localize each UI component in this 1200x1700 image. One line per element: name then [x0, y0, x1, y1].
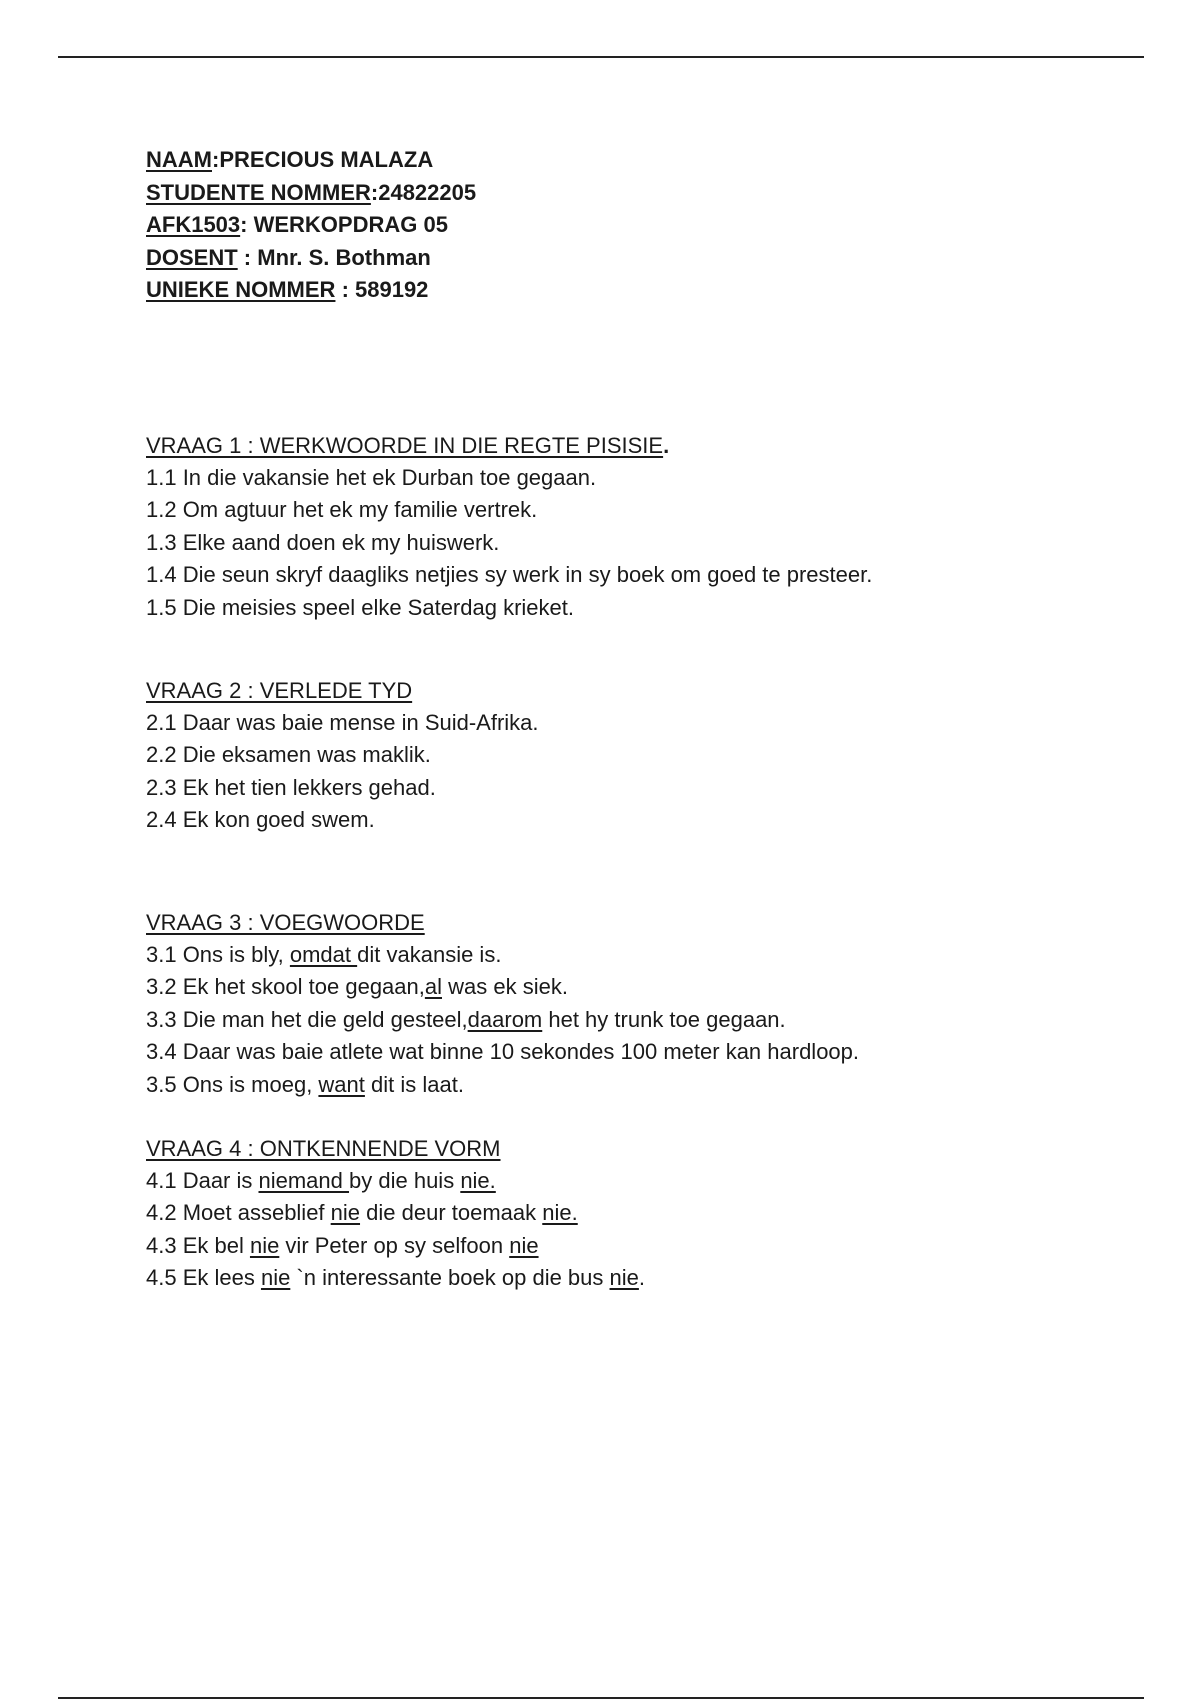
answer-text: 3.5 Ons is moeg, — [146, 1071, 319, 1097]
heading-suffix: . — [663, 433, 670, 458]
answer-line — [146, 1004, 1146, 1036]
header-value: :24822205 — [370, 179, 477, 205]
question-heading — [146, 430, 1146, 462]
answer-text: . — [638, 1265, 646, 1291]
header-label: UNIEKE NOMMER — [146, 277, 336, 302]
answer-text: die deur toemaak — [360, 1200, 543, 1226]
answer-text: 3.4 Daar was baie atlete wat binne 10 sekondes 100 meter kan hardloop. — [146, 1039, 860, 1065]
header-label: STUDENTE NOMMER — [146, 179, 371, 205]
negation-word: nie. — [460, 1168, 496, 1193]
answer-line — [146, 1230, 1146, 1262]
answer-text: dit vakansie is. — [357, 942, 502, 967]
question-heading — [146, 1133, 1146, 1165]
answer-line: 2.4 Ek kon goed swem. — [146, 807, 375, 833]
answer-text: vir Peter op sy selfoon — [279, 1232, 510, 1258]
negation-word: nie — [509, 1232, 539, 1258]
header-value: :PRECIOUS MALAZA — [212, 147, 434, 172]
header-value: : Mnr. S. Bothman — [237, 244, 431, 270]
negation-word: nie — [249, 1232, 280, 1258]
question-heading — [146, 907, 1146, 939]
header-row-student-number — [146, 177, 1046, 210]
conjunction: want — [318, 1071, 365, 1097]
header-row-module — [146, 209, 1046, 242]
answer-line — [146, 1262, 1146, 1294]
answer-line: 2.1 Daar was baie mense in Suid-Afrika. — [146, 710, 539, 735]
header-label: NAAM — [146, 147, 212, 172]
negation-word: nie — [330, 1200, 361, 1226]
conjunction: daarom — [467, 1006, 543, 1032]
student-header — [146, 144, 1046, 307]
heading-text: VRAAG 4 : ONTKENNENDE VORM — [146, 1136, 501, 1161]
header-value: : 589192 — [335, 277, 429, 302]
header-row-lecturer — [146, 242, 1046, 275]
answer-text: 3.2 Ek het skool toe gegaan, — [146, 974, 425, 1000]
answer-line — [146, 1036, 1146, 1068]
header-label: AFK1503 — [146, 212, 241, 237]
answer-line: 2.2 Die eksamen was maklik. — [146, 742, 431, 768]
answer-line — [146, 1165, 1146, 1197]
question-1 — [146, 430, 1146, 624]
header-row-unique-number — [146, 274, 1046, 307]
negation-word: niemand — [258, 1168, 350, 1193]
answer-line: 1.4 Die seun skryf daagliks netjies sy werk in sy boek om goed te presteer. — [146, 562, 873, 588]
header-label: DOSENT — [146, 244, 238, 270]
heading-text: VRAAG 2 : VERLEDE TYD — [146, 678, 413, 703]
answer-text: was ek siek. — [442, 974, 568, 1000]
answer-line: 1.5 Die meisies speel elke Saterdag krieket. — [146, 594, 574, 620]
answer-text: 3.1 Ons is bly, — [146, 942, 290, 967]
header-row-name — [146, 144, 1046, 177]
answer-text: het hy trunk toe gegaan. — [542, 1006, 786, 1032]
answer-text: by die huis — [349, 1168, 461, 1193]
answer-line: 2.3 Ek het tien lekkers gehad. — [146, 774, 436, 800]
answer-text: 4.3 Ek bel — [146, 1232, 250, 1258]
conjunction: omdat — [289, 942, 358, 967]
question-4-lines — [146, 1165, 1146, 1295]
negation-word: nie. — [542, 1200, 578, 1226]
heading-text: VRAAG 3 : VOEGWOORDE — [146, 910, 425, 935]
answer-line — [146, 1197, 1146, 1229]
answer-text: 4.2 Moet asseblief — [146, 1200, 331, 1226]
answer-text: 4.1 Daar is — [146, 1168, 259, 1193]
answer-text: 3.3 Die man het die geld gesteel, — [146, 1006, 468, 1032]
question-heading — [146, 675, 1146, 707]
answer-line — [146, 1069, 1146, 1101]
answer-line — [146, 939, 1146, 971]
negation-word: nie — [609, 1265, 639, 1291]
answer-line: 1.2 Om agtuur het ek my familie vertrek. — [146, 497, 538, 523]
question-4 — [146, 1133, 1146, 1295]
answer-text: dit is laat. — [364, 1071, 464, 1097]
top-rule — [58, 56, 1144, 58]
question-2 — [146, 675, 1146, 837]
header-value: : WERKOPDRAG 05 — [240, 212, 448, 237]
conjunction: al — [424, 974, 442, 1000]
answer-line: 1.1 In die vakansie het ek Durban toe gegaan. — [146, 465, 597, 490]
negation-word: nie — [260, 1265, 291, 1291]
answer-line: 1.3 Elke aand doen ek my huiswerk. — [146, 529, 500, 555]
answer-line — [146, 971, 1146, 1003]
answer-text: `n interessante boek op die bus — [290, 1265, 610, 1291]
answer-text: 4.5 Ek lees — [146, 1265, 261, 1291]
heading-text: VRAAG 1 : WERKWOORDE IN DIE REGTE PISISIE — [146, 433, 664, 458]
bottom-rule — [58, 1697, 1144, 1699]
question-3 — [146, 907, 1146, 1101]
